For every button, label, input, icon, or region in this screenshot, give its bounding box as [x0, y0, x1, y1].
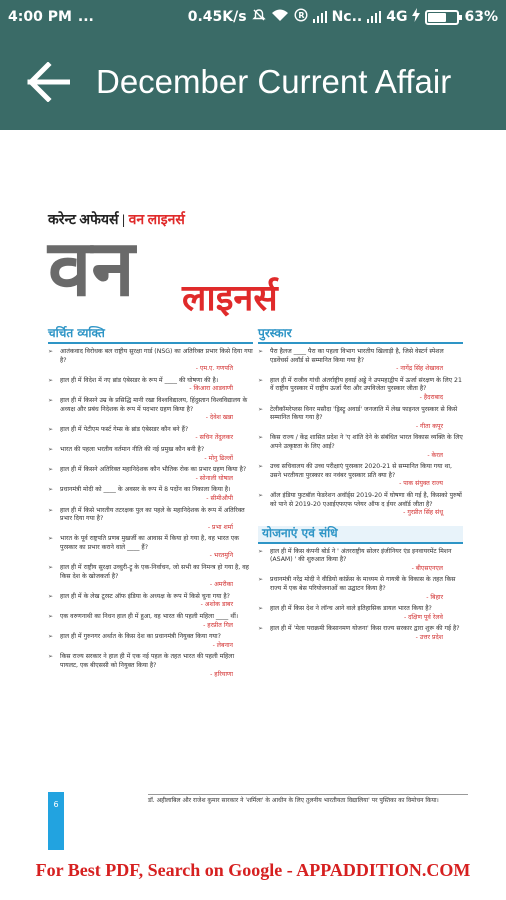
question-text: भारत के पूर्व राष्ट्रपति प्रणब मुखर्जी का आवास में किया हो गया है, वह भारत एक पुरस्कार का प्रभार कराने वाले ____ हैं? — [60, 535, 239, 551]
status-bar — [0, 0, 506, 34]
answer-text: - एम.ए. गणपति — [195, 365, 233, 373]
doc-sub-title: लाइनर्स — [182, 278, 278, 319]
question-item — [48, 466, 253, 483]
question-text: हाल ही में पेटीएम फर्स्ट गेम्स के ब्रांड एंबेसडर कौन बने हैं? — [60, 425, 189, 433]
question-item — [258, 406, 463, 432]
answer-text: - लेबनान — [212, 641, 233, 649]
answer-text: - सचिन तेंदुलकर — [195, 434, 233, 442]
question-text: एक वरुणनाथी का निधन हाल ही में हुआ, वह भारत की पहली महिला ____ थीं। — [60, 613, 239, 621]
question-item — [48, 613, 253, 630]
answer-text: - हरप्रीत गिल — [203, 621, 233, 629]
status-dots: ... — [77, 9, 94, 25]
question-text: ऑल इंडिया फुटबॉल फेडरेशन अवॉर्ड्स 2019-20 में घोषणा की गई है, किसको पुरुषों को पाने से 2019-20 एआईएफएफ प्लेयर ऑफ द ईयर अवॉर्ड जीता है? — [270, 491, 462, 508]
answer-text: - गीता कपूर — [415, 422, 443, 430]
registered-icon — [294, 8, 308, 26]
question-item — [258, 463, 463, 489]
battery-icon — [425, 10, 459, 25]
question-text: हाल ही में गुरुनगर अर्थात के किस देश का प्रधानमंत्री नियुक्त किया गया? — [60, 633, 221, 641]
answer-text: - केरल — [427, 451, 443, 459]
answer-text: - बीएसएनएल — [411, 564, 443, 572]
page-number: 6 — [48, 792, 64, 850]
question-list-persons — [48, 348, 253, 679]
question-text: आतंकवाद विरोधक बल राष्ट्रीय सुरक्षा गार्ड (NSG) का अतिरिक्त प्रभार किसे दिया गया है? — [60, 348, 253, 364]
question-item — [258, 492, 463, 518]
question-item — [258, 576, 463, 602]
status-battery: 63% — [464, 9, 498, 25]
page-title: December Current Affair — [96, 63, 452, 100]
answer-text: - अमरीका — [209, 581, 233, 589]
arrow-left-icon — [26, 62, 70, 102]
answer-text: - प्रभा शर्मा — [207, 523, 233, 531]
answer-text: - उत्तर प्रदेश — [415, 634, 443, 642]
question-item — [48, 486, 253, 503]
question-item — [48, 653, 253, 679]
answer-text: - हैदराबाद — [419, 393, 443, 401]
section-heading-awards: पुरस्कार — [258, 326, 463, 344]
back-button[interactable] — [0, 34, 96, 130]
question-item — [48, 507, 253, 533]
answer-text: - सोनाली घोषाल — [195, 474, 233, 482]
question-item — [48, 426, 253, 443]
answer-text: - दक्षिण पूर्व रेलवे — [403, 613, 443, 621]
status-network: 4G — [386, 9, 408, 25]
question-text: प्रधानमंत्री मोदी को ____ के अवसर के रूप में 8 पदोंन का निकाला किया है। — [60, 486, 231, 494]
right-column — [258, 326, 463, 646]
question-text: पैरा हैलज ____ पैरा का पहला विभाग भारतीय खिलाड़ी है, जिसे वेस्टर्न स्पेशल एडवेंचर्स अवॉर्ड से सम्मानित किया गया है? — [270, 348, 444, 364]
doc-big-title: वन — [48, 224, 135, 314]
question-item — [258, 348, 463, 374]
question-text: हाल ही में विदेश में नए ब्रांड एंबेसडर के रूप में ____ की घोषणा की है। — [60, 376, 219, 384]
question-item — [48, 593, 253, 610]
answer-text: - बिहार — [426, 593, 443, 601]
answer-text: - भरतमुनि — [209, 552, 233, 560]
footer-ad-text: For Best PDF, Search on Google - APPADDITION.COM — [35, 860, 471, 880]
question-item — [258, 377, 463, 403]
answer-text: - किआरा आडवाणी — [189, 385, 233, 393]
doc-header-red: वन लाइनर्स — [128, 213, 185, 228]
app-bar — [0, 34, 506, 130]
answer-text: - देवेश खन्ना — [205, 414, 233, 422]
section-heading-schemes: योजनाएं एवं संधि — [258, 526, 463, 544]
footnote: डॉ. अहीलाबिल और राजेश कुमार सारकार ने 'शर्मिला' के आधीन के लिए तुलनीय भारतीयता विद्यालिया' पर पुस्तिका का विमोचन किया। — [148, 794, 468, 805]
signal-icon — [313, 11, 327, 23]
question-item — [48, 633, 253, 650]
question-text: किस राज्य सरकार ने हाल ही में एक नई पहल के तहत भारत की पहली महिला पायलट, एक बीएससी को नियुक्त किया है? — [60, 653, 235, 669]
status-carrier: Nc.. — [331, 9, 363, 25]
question-item — [258, 605, 463, 622]
question-text: भारत की पहला भरतीय वर्तमान नीति की नई प्रमुख कौन बनी है? — [60, 445, 205, 453]
charging-icon — [412, 8, 420, 26]
question-text: हाल ही में किसने उम्र के प्रसिद्धि मानी रखा विश्वविद्यालय, हिंदुस्तान विश्वविद्यालय के अध्यक्ष और प्रबंध निदेशक के रूप में पदभार ग्रहण किया है? — [60, 396, 248, 413]
answer-text: - मोनु ढिल्लों — [204, 454, 233, 462]
answer-text: - अशोक डाबर — [200, 601, 233, 609]
question-item — [258, 548, 463, 574]
question-text: हाल ही में किस देश ने लॉन्च आने वाले इतिहासिक डायल भारत किया है? — [270, 605, 432, 613]
question-list-awards — [258, 348, 463, 518]
question-item — [48, 377, 253, 394]
question-text: उच्च सचिवालय की उच्च परीक्षाएं पुरस्कार 2020-21 से सम्मानित किया गया था, उसने भरतीयता पुरस्कार का नवंबर पुरस्कार प्रति क्या है? — [270, 463, 452, 479]
question-text: हाल ही में किसने अतिरिक्त महानिदेशक कौन भौतिक रोक का प्रभार ग्रहण किया है? — [60, 466, 247, 474]
question-text: हाल ही में किसे भारतीय तटरक्षक पुल का पहले के महानिदेशक के रूप में अतिरिक्त प्रभार दिया गया है? — [60, 506, 245, 523]
section-heading-persons: चर्चित व्यक्ति — [48, 326, 253, 344]
answer-text: - सीमीऔपी — [206, 494, 233, 502]
answer-text: - गुरप्रीत सिंह संधू — [403, 509, 443, 517]
question-item — [258, 625, 463, 642]
question-item — [258, 434, 463, 460]
answer-text: - नागेंद्र सिंह शेखावत — [396, 365, 443, 373]
question-text: हाल ही में राजीव गांधी अंतर्राष्ट्रीय हवाई अड्डे ने उपमहाद्वीप में ऊर्जा संरक्षण के लिए 21 वें राष्ट्रीय पुरस्कार में राष्ट्रीय ऊर्जा पैरा और उपविजेता पुरस्कार जीता है? — [270, 376, 462, 393]
signal-icon-2 — [367, 11, 381, 23]
question-text: हाल ही में के लेख टूरस्ट ऑफ इंडिया के अध्यक्ष के रूप में किसे चुना गया है? — [60, 592, 230, 600]
svg-text:R: R — [297, 11, 305, 20]
question-item — [48, 535, 253, 561]
doc-header-separator: | — [122, 213, 126, 228]
question-item — [48, 564, 253, 590]
mute-icon — [252, 8, 266, 26]
question-text: हाल ही में राष्ट्रीय सुरक्षा उच्चुरी-ट्रू के एक-निर्वाचन, जो सभी का निमन्त्र हो गया है, वह किस देश के खोजकर्ता है? — [60, 564, 249, 580]
document-page[interactable] — [0, 130, 506, 850]
left-column — [48, 326, 253, 682]
question-text: हाल ही में किस कंपनी बोर्ड ने ' अंतरराष्ट्रीय सोलर इंजीनियर एंड इनवायरमेंट मिशन (ASAM) ' की शुरुआत किया है? — [270, 547, 452, 564]
status-time: 4:00 PM — [8, 9, 72, 25]
question-item — [48, 348, 253, 374]
status-speed: 0.45K/s — [187, 9, 247, 25]
question-item — [48, 397, 253, 423]
doc-header-black: करेन्ट अफेयर्स — [48, 213, 119, 228]
question-list-schemes — [258, 548, 463, 643]
answer-text: - पाक संयुक्त राज्य — [399, 480, 443, 488]
question-item — [48, 446, 253, 463]
question-text: हाल ही में 'मेला पराक्रमी किसानमण योजना' किस राज्य सरकार द्वारा शुरू की गई है? — [270, 625, 460, 633]
question-text: टेलीकॉमरेप्लस विनर मसौदा 'ड्रिस्ट्रू अवार्ड' जनजाति में लेख फाइनल पुरस्कार से किसे सम्मानित किया गया है? — [270, 405, 458, 422]
question-text: प्रधानमंत्री नरेंद्र मोदी ने वीडियो कांफ्रेंस के माध्यम से गायत्री के विकास के तहत किस राज्य में एक बेस परियोजनाओं का उद्घाटन किया है? — [270, 576, 456, 593]
answer-text: - हरियाणा — [210, 670, 233, 678]
wifi-icon — [271, 8, 289, 26]
question-text: किस राज्य / केंद्र शासित प्रदेश ने 'ए शांति देने के संबंधित भारत विकास व्यक्ति के लिए अपने उत्कृष्टता के लिए आई? — [270, 434, 463, 450]
